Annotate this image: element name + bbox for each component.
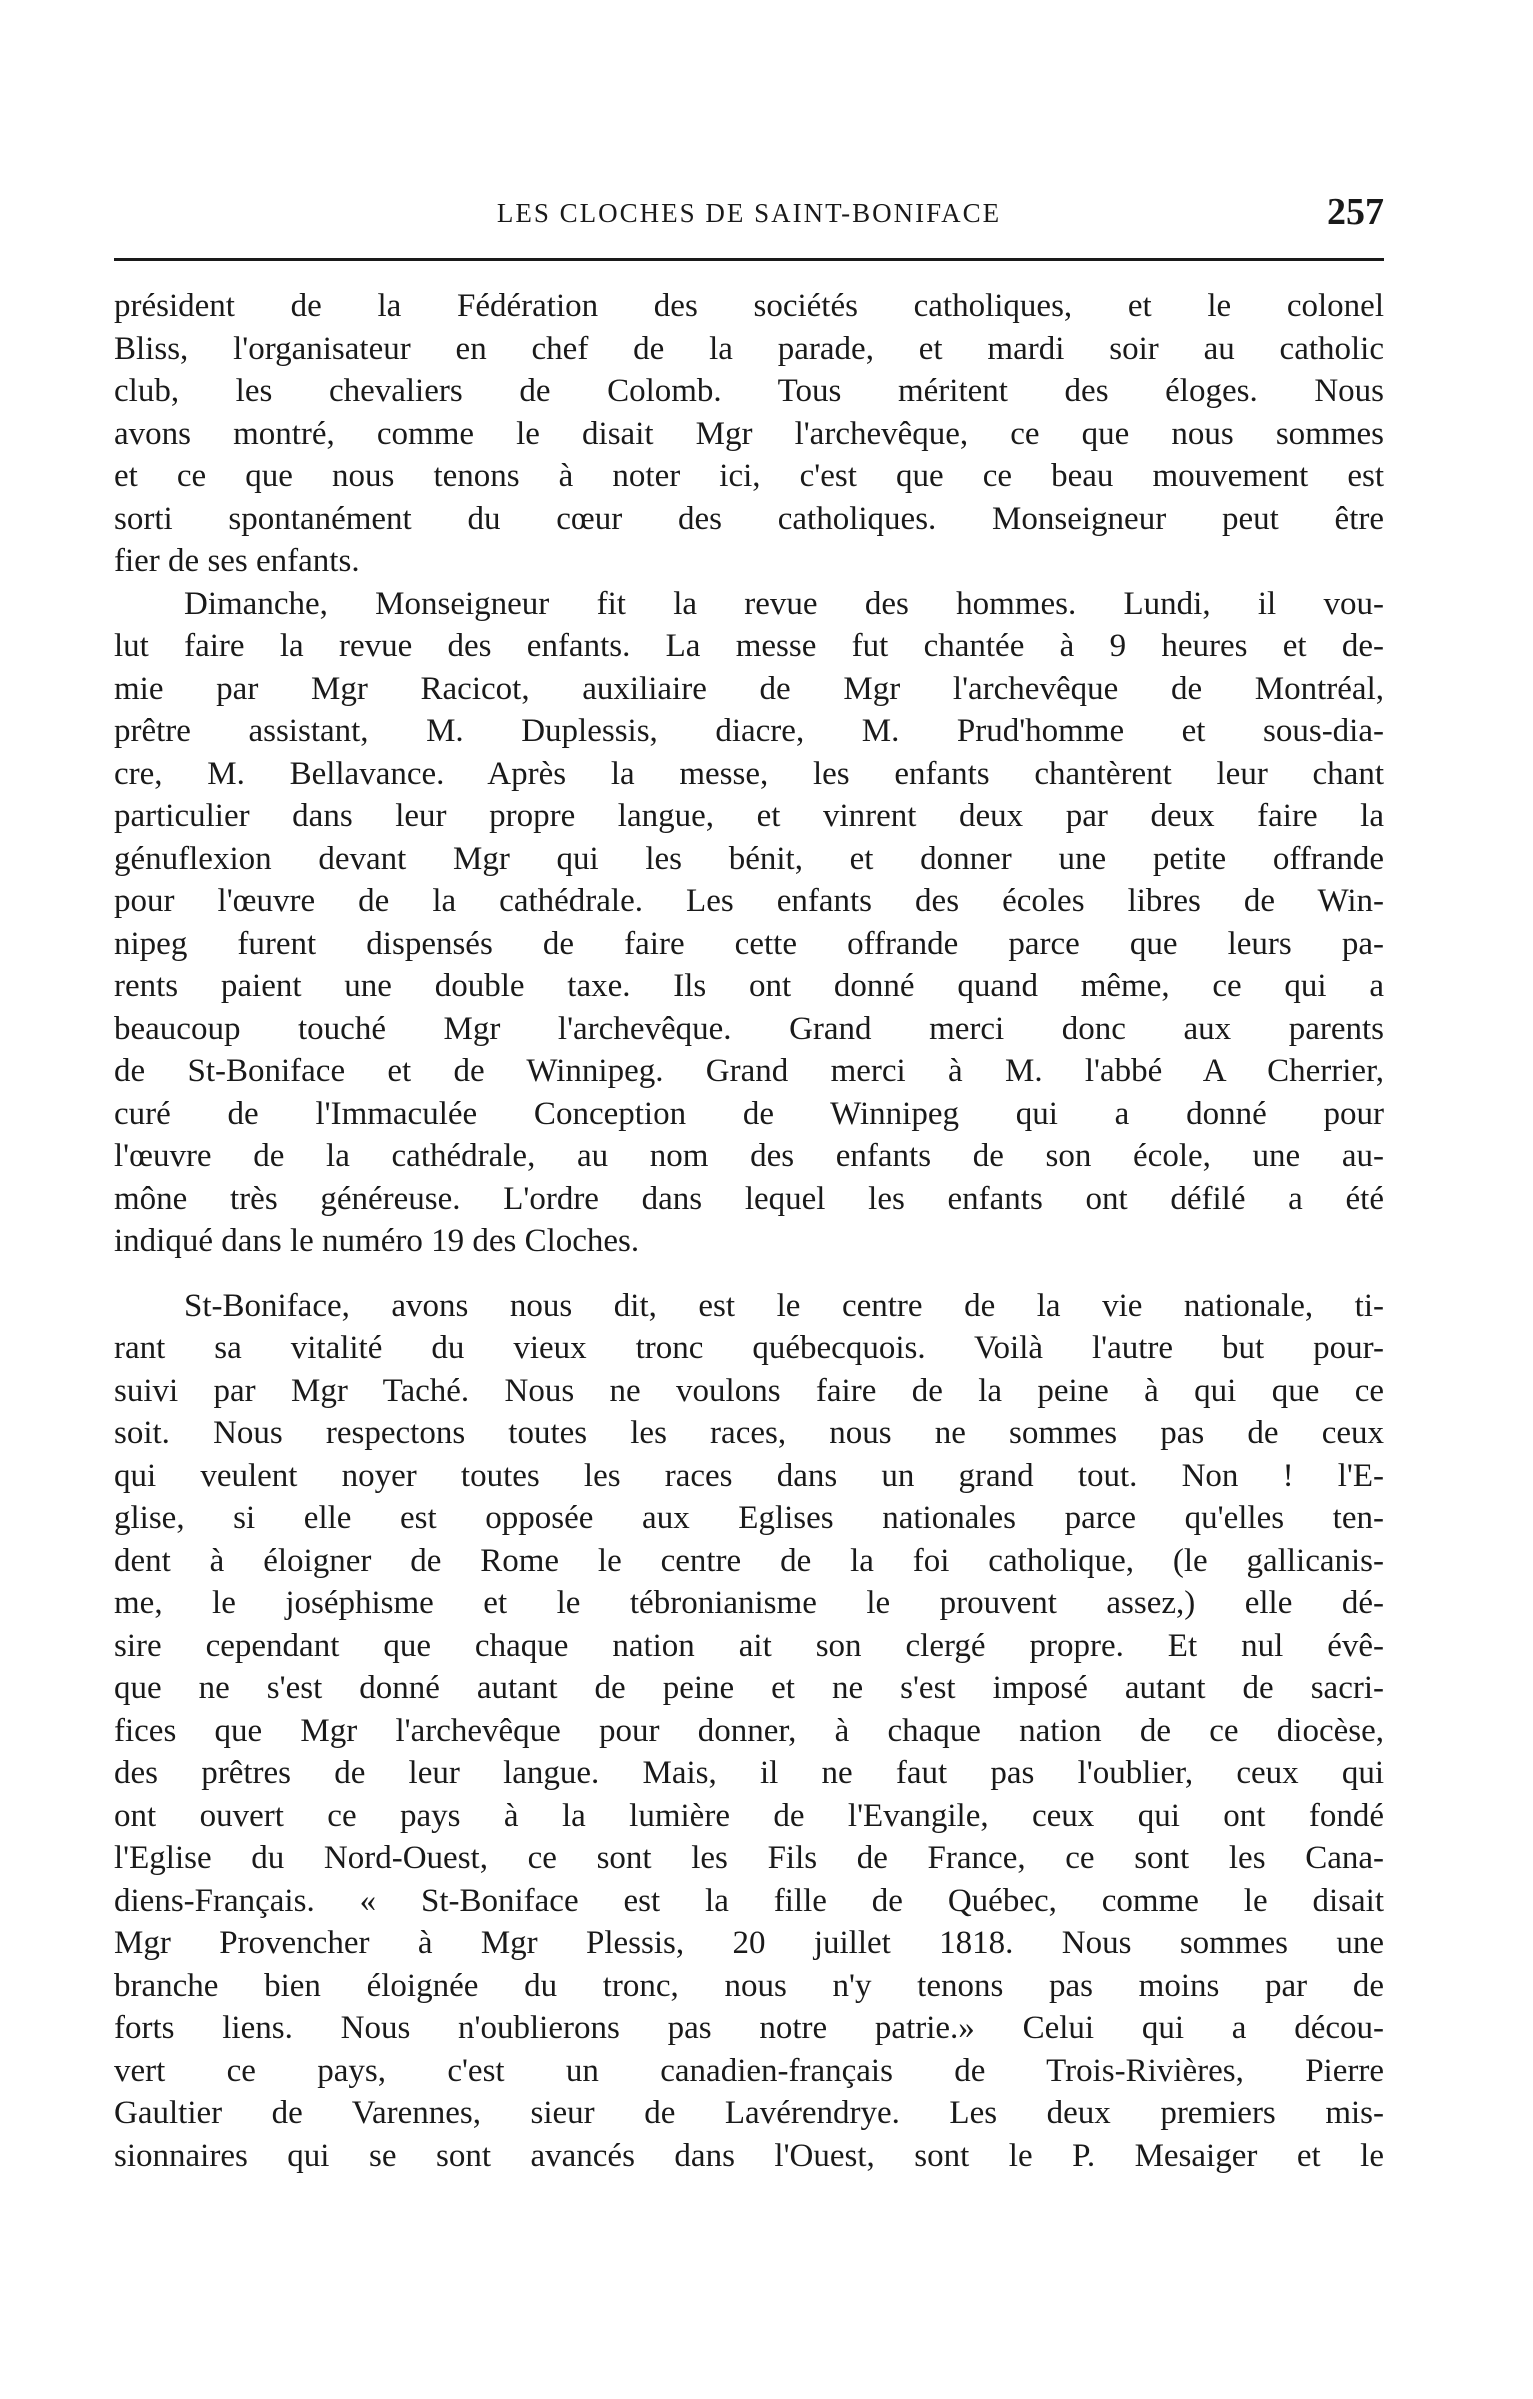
- text-line: sorti spontanément du cœur des catholiques. Monseigneur peut être: [114, 500, 1384, 537]
- text-line: indiqué dans le numéro 19 des Cloches.: [114, 1223, 640, 1259]
- page-number: 257: [1327, 191, 1384, 233]
- text-line: l'œuvre de la cathédrale, au nom des enfants de son école, une au-: [114, 1138, 1384, 1174]
- text-line: nipeg furent dispensés de faire cette offrande parce que leurs pa-: [114, 925, 1384, 962]
- text-line: avons montré, comme le disait Mgr l'archevêque, ce que nous sommes: [114, 415, 1384, 452]
- text-line: Bliss, l'organisateur en chef de la parade, et mardi soir au catholic: [114, 330, 1384, 367]
- text-line: glise, si elle est opposée aux Eglises nationales parce qu'elles ten-: [114, 1500, 1384, 1536]
- text-line: de St-Boniface et de Winnipeg. Grand merci à M. l'abbé A Cherrier,: [114, 1053, 1384, 1089]
- text-line: prêtre assistant, M. Duplessis, diacre, M. Prud'homme et sous-dia-: [114, 713, 1384, 749]
- text-line: curé de l'Immaculée Conception de Winnipeg qui a donné pour: [114, 1095, 1384, 1132]
- text-line: Gaultier de Varennes, sieur de Lavérendrye. Les deux premiers mis-: [114, 2095, 1384, 2131]
- text-line: soit. Nous respectons toutes les races, nous ne sommes pas de ceux: [114, 1415, 1384, 1451]
- text-line: sire cependant que chaque nation ait son clergé propre. Et nul évê-: [114, 1627, 1384, 1664]
- page-header: [114, 190, 1384, 233]
- text-line: branche bien éloignée du tronc, nous n'y tenons pas moins par de: [114, 1967, 1384, 2004]
- text-line: suivi par Mgr Taché. Nous ne voulons faire de la peine à qui que ce: [114, 1372, 1384, 1409]
- text-line: président de la Fédération des sociétés catholiques, et le colonel: [114, 288, 1384, 324]
- text-line: rents paient une double taxe. Ils ont donné quand même, ce qui a: [114, 968, 1384, 1004]
- text-line: me, le joséphisme et le tébronianisme le prouvent assez,) elle dé-: [114, 1585, 1384, 1621]
- text-line: l'Eglise du Nord-Ouest, ce sont les Fils de France, ce sont les Cana-: [114, 1840, 1384, 1876]
- text-line: et ce que nous tenons à noter ici, c'est que ce beau mouvement est: [114, 458, 1384, 494]
- text-line: forts liens. Nous n'oublierons pas notre patrie.» Celui qui a décou-: [114, 2010, 1384, 2046]
- text-line: club, les chevaliers de Colomb. Tous méritent des éloges. Nous: [114, 373, 1384, 409]
- text-line: diens-Français. « St-Boniface est la fille de Québec, comme le disait: [114, 1882, 1384, 1919]
- text-line: que ne s'est donné autant de peine et ne s'est imposé autant de sacri-: [114, 1670, 1384, 1706]
- text-line: qui veulent noyer toutes les races dans un grand tout. Non ! l'E-: [114, 1457, 1384, 1494]
- text-line: fier de ses enfants.: [114, 543, 360, 579]
- text-line: cre, M. Bellavance. Après la messe, les enfants chantèrent leur chant: [114, 755, 1384, 792]
- text-line: particulier dans leur propre langue, et vinrent deux par deux faire la: [114, 798, 1384, 834]
- header-rule: [114, 258, 1384, 261]
- text-line: vert ce pays, c'est un canadien-français de Trois-Rivières, Pierre: [114, 2052, 1384, 2089]
- text-line: Dimanche, Monseigneur fit la revue des hommes. Lundi, il vou-: [184, 585, 1384, 622]
- paragraph-gap: [114, 1263, 1384, 1285]
- text-line: fices que Mgr l'archevêque pour donner, à chaque nation de ce diocèse,: [114, 1712, 1384, 1749]
- text-line: des prêtres de leur langue. Mais, il ne faut pas l'oublier, ceux qui: [114, 1755, 1384, 1791]
- paragraph-1: [114, 285, 1384, 583]
- text-line: St-Boniface, avons nous dit, est le centre de la vie nationale, ti-: [184, 1287, 1384, 1324]
- text-line: mône très généreuse. L'ordre dans lequel les enfants ont défilé a été: [114, 1180, 1384, 1217]
- text-line: mie par Mgr Racicot, auxiliaire de Mgr l'archevêque de Montréal,: [114, 670, 1384, 707]
- body-text: [114, 285, 1384, 2177]
- text-line: beaucoup touché Mgr l'archevêque. Grand merci donc aux parents: [114, 1010, 1384, 1047]
- text-line: lut faire la revue des enfants. La messe fut chantée à 9 heures et de-: [114, 628, 1384, 664]
- text-line: génuflexion devant Mgr qui les bénit, et donner une petite offrande: [114, 840, 1384, 877]
- paragraph-2: [114, 583, 1384, 1263]
- paragraph-3: [114, 1285, 1384, 2178]
- running-title: LES CLOCHES DE SAINT-BONIFACE: [496, 198, 1002, 228]
- text-line: ont ouvert ce pays à la lumière de l'Evangile, ceux qui ont fondé: [114, 1797, 1384, 1834]
- text-line: rant sa vitalité du vieux tronc québecquois. Voilà l'autre but pour-: [114, 1330, 1384, 1366]
- text-line: sionnaires qui se sont avancés dans l'Ouest, sont le P. Mesaiger et le: [114, 2137, 1384, 2174]
- text-line: dent à éloigner de Rome le centre de la foi catholique, (le gallicanis-: [114, 1542, 1384, 1579]
- text-line: pour l'œuvre de la cathédrale. Les enfants des écoles libres de Win-: [114, 883, 1384, 919]
- text-line: Mgr Provencher à Mgr Plessis, 20 juillet 1818. Nous sommes une: [114, 1925, 1384, 1961]
